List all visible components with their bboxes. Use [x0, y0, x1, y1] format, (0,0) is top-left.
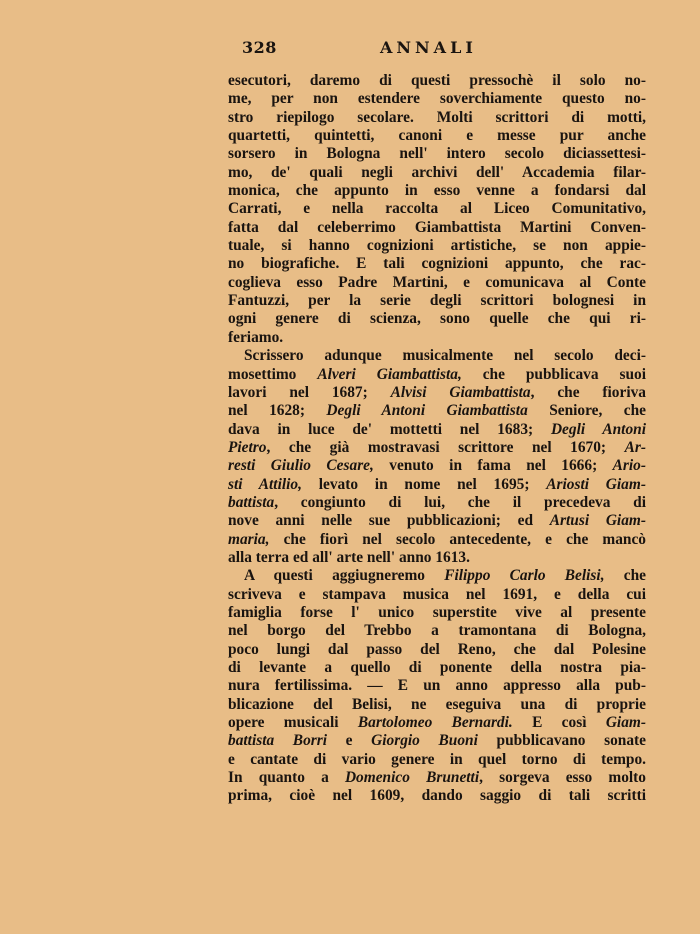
text-line — [228, 457, 646, 475]
text-segment: ogni genere di scienza, sono quelle che qui ri- — [228, 310, 646, 328]
text-line — [228, 402, 646, 420]
text-segment: nove anni nelle sue pubblicazioni; ed — [228, 512, 550, 530]
text-line — [228, 421, 646, 439]
text-segment: Seniore, che — [527, 402, 646, 420]
text-segment: , che fioriva — [530, 383, 646, 401]
italic-name: Alveri Giambattista, — [317, 365, 462, 383]
text-line — [228, 476, 646, 494]
text-segment: esecutori, daremo di questi pressochè il solo no- — [228, 72, 646, 89]
text-segment: nel 1628; — [228, 402, 327, 420]
text-line — [228, 512, 646, 530]
text-line — [228, 145, 646, 163]
text-segment: , che già mostravasi scrittore nel 1670; — [266, 438, 625, 456]
text-segment: mosettimo — [228, 365, 318, 383]
text-segment: , congiunto di lui, che il precedeva di — [274, 493, 646, 511]
italic-name: Degli Antoni Giambattista — [326, 402, 528, 420]
text-segment: che — [604, 567, 646, 585]
text-segment: poco lungi dal passo del Reno, che dal Polesine — [228, 640, 646, 658]
text-line — [228, 622, 646, 640]
italic-name: Domenico Brunetti — [344, 769, 480, 787]
text-segment: e cantate di vario genere in quel torno di tempo. — [228, 750, 646, 768]
text-segment: famiglia forse l' unico superstite vive al presente — [228, 603, 646, 621]
text-line — [228, 439, 646, 457]
text-segment: In quanto a — [228, 769, 345, 787]
text-line — [228, 659, 646, 677]
text-segment: E così — [512, 714, 606, 732]
text-segment: , sorgeva esso molto — [479, 769, 646, 787]
text-line — [228, 769, 646, 787]
text-line — [228, 366, 646, 384]
text-segment: scriveva e stampava musica nel 1691, e della cui — [228, 585, 646, 603]
italic-name: Ariosti Giam- — [546, 475, 646, 493]
text-line — [228, 586, 646, 604]
text-segment: Scrissero adunque musicalmente nel secolo deci- — [244, 347, 646, 365]
text-segment: opere musicali — [228, 714, 358, 732]
text-line — [228, 732, 646, 750]
text-line — [228, 384, 646, 402]
text-segment: levato in nome nel 1695; — [301, 475, 547, 493]
body-text — [228, 72, 646, 806]
text-line — [228, 641, 646, 659]
italic-name: Artusi Giam- — [549, 512, 646, 530]
text-segment: me, per non estendere soverchiamente questo no- — [228, 90, 646, 108]
text-line — [228, 531, 646, 549]
text-segment: dava in luce de' mottetti nel 1683; — [228, 420, 551, 438]
italic-name: Alvisi Giambattista — [390, 383, 531, 401]
text-segment: monica, che appunto in esso venne a fondarsi dal — [228, 182, 646, 200]
italic-name: resti Giulio Cesare, — [228, 457, 374, 475]
text-line — [228, 182, 646, 200]
italic-name: Ar- — [624, 438, 646, 456]
page-number: 328 — [242, 38, 277, 57]
text-line — [228, 255, 646, 273]
text-segment: e — [327, 732, 372, 750]
text-line — [228, 787, 646, 805]
text-segment: pubblicavano sonate — [477, 732, 646, 750]
text-segment: stro riepilogo secolare. Molti scrittori di motti, — [228, 108, 646, 126]
text-line — [228, 604, 646, 622]
italic-name: sti Attilio, — [228, 475, 302, 493]
text-line — [228, 219, 646, 237]
text-segment: di levante a quello di ponente della nostra pia- — [228, 659, 646, 676]
text-segment: feriamo. — [228, 328, 284, 346]
text-line — [228, 347, 646, 365]
text-segment: Fantuzzi, per la serie degli scrittori bolognesi in — [228, 292, 646, 310]
text-segment: venuto in fama nel 1666; — [373, 457, 613, 475]
text-line — [228, 751, 646, 769]
text-segment: sorsero in Bologna nell' intero secolo diciassettesi- — [228, 145, 646, 163]
text-segment: coglieva esso Padre Martini, e comunicava al Conte — [228, 273, 646, 291]
text-line — [228, 714, 646, 732]
text-line — [228, 274, 646, 292]
text-segment: lavori nel 1687; — [228, 383, 391, 401]
text-segment: nel borgo del Trebbo a tramontana di Bologna, — [228, 622, 646, 640]
text-line — [228, 72, 646, 90]
text-line — [228, 237, 646, 255]
text-line — [228, 200, 646, 218]
text-line — [228, 549, 646, 567]
text-segment: prima, cioè nel 1609, dando saggio di tali scritti — [228, 787, 646, 805]
text-line — [228, 164, 646, 182]
text-segment: fatta dal celeberrimo Giambattista Martini Conven- — [228, 218, 646, 236]
italic-name: Bartolomeo Bernardi. — [357, 714, 513, 732]
text-segment: alla terra ed all' arte nell' anno 1613. — [228, 548, 470, 566]
italic-name: battista — [228, 493, 275, 511]
text-segment: che fiorì nel secolo antecedente, e che mancò — [269, 530, 646, 548]
text-segment: Carrati, e nella raccolta al Liceo Comunitativo, — [228, 200, 646, 218]
text-segment: mo, de' quali negli archivi dell' Accademia filar- — [228, 163, 646, 181]
text-line — [228, 696, 646, 714]
italic-name: Ario- — [612, 457, 646, 475]
text-segment: quartetti, quintetti, canoni e messe pur anche — [228, 127, 646, 145]
text-line — [228, 567, 646, 585]
italic-name: Pietro — [228, 438, 267, 456]
text-segment: che pubblicava suoi — [461, 365, 647, 383]
text-segment: blicazione del Belisi, ne eseguiva una di proprie — [228, 695, 646, 713]
italic-name: Giorgio Buoni — [371, 732, 478, 750]
italic-name: battista Borri — [228, 732, 328, 750]
italic-name: maria, — [228, 530, 270, 548]
text-line — [228, 329, 646, 347]
page-header — [228, 38, 646, 60]
text-line — [228, 109, 646, 127]
text-segment: tuale, si hanno cognizioni artistiche, se non appie- — [228, 237, 646, 255]
running-title: ANNALI — [380, 38, 477, 57]
text-segment: nura fertilissima. — E un anno appresso alla pub- — [228, 677, 646, 695]
italic-name: Giam- — [605, 714, 646, 732]
text-segment: no biografiche. E tali cognizioni appunto, che rac- — [228, 255, 646, 273]
text-segment: A questi aggiugneremo — [244, 567, 445, 585]
italic-name: Filippo Carlo Belisi, — [444, 567, 605, 585]
text-line — [228, 310, 646, 328]
text-line — [228, 677, 646, 695]
text-line — [228, 292, 646, 310]
text-line — [228, 494, 646, 512]
text-line — [228, 90, 646, 108]
text-line — [228, 127, 646, 145]
italic-name: Degli Antoni — [550, 420, 646, 438]
